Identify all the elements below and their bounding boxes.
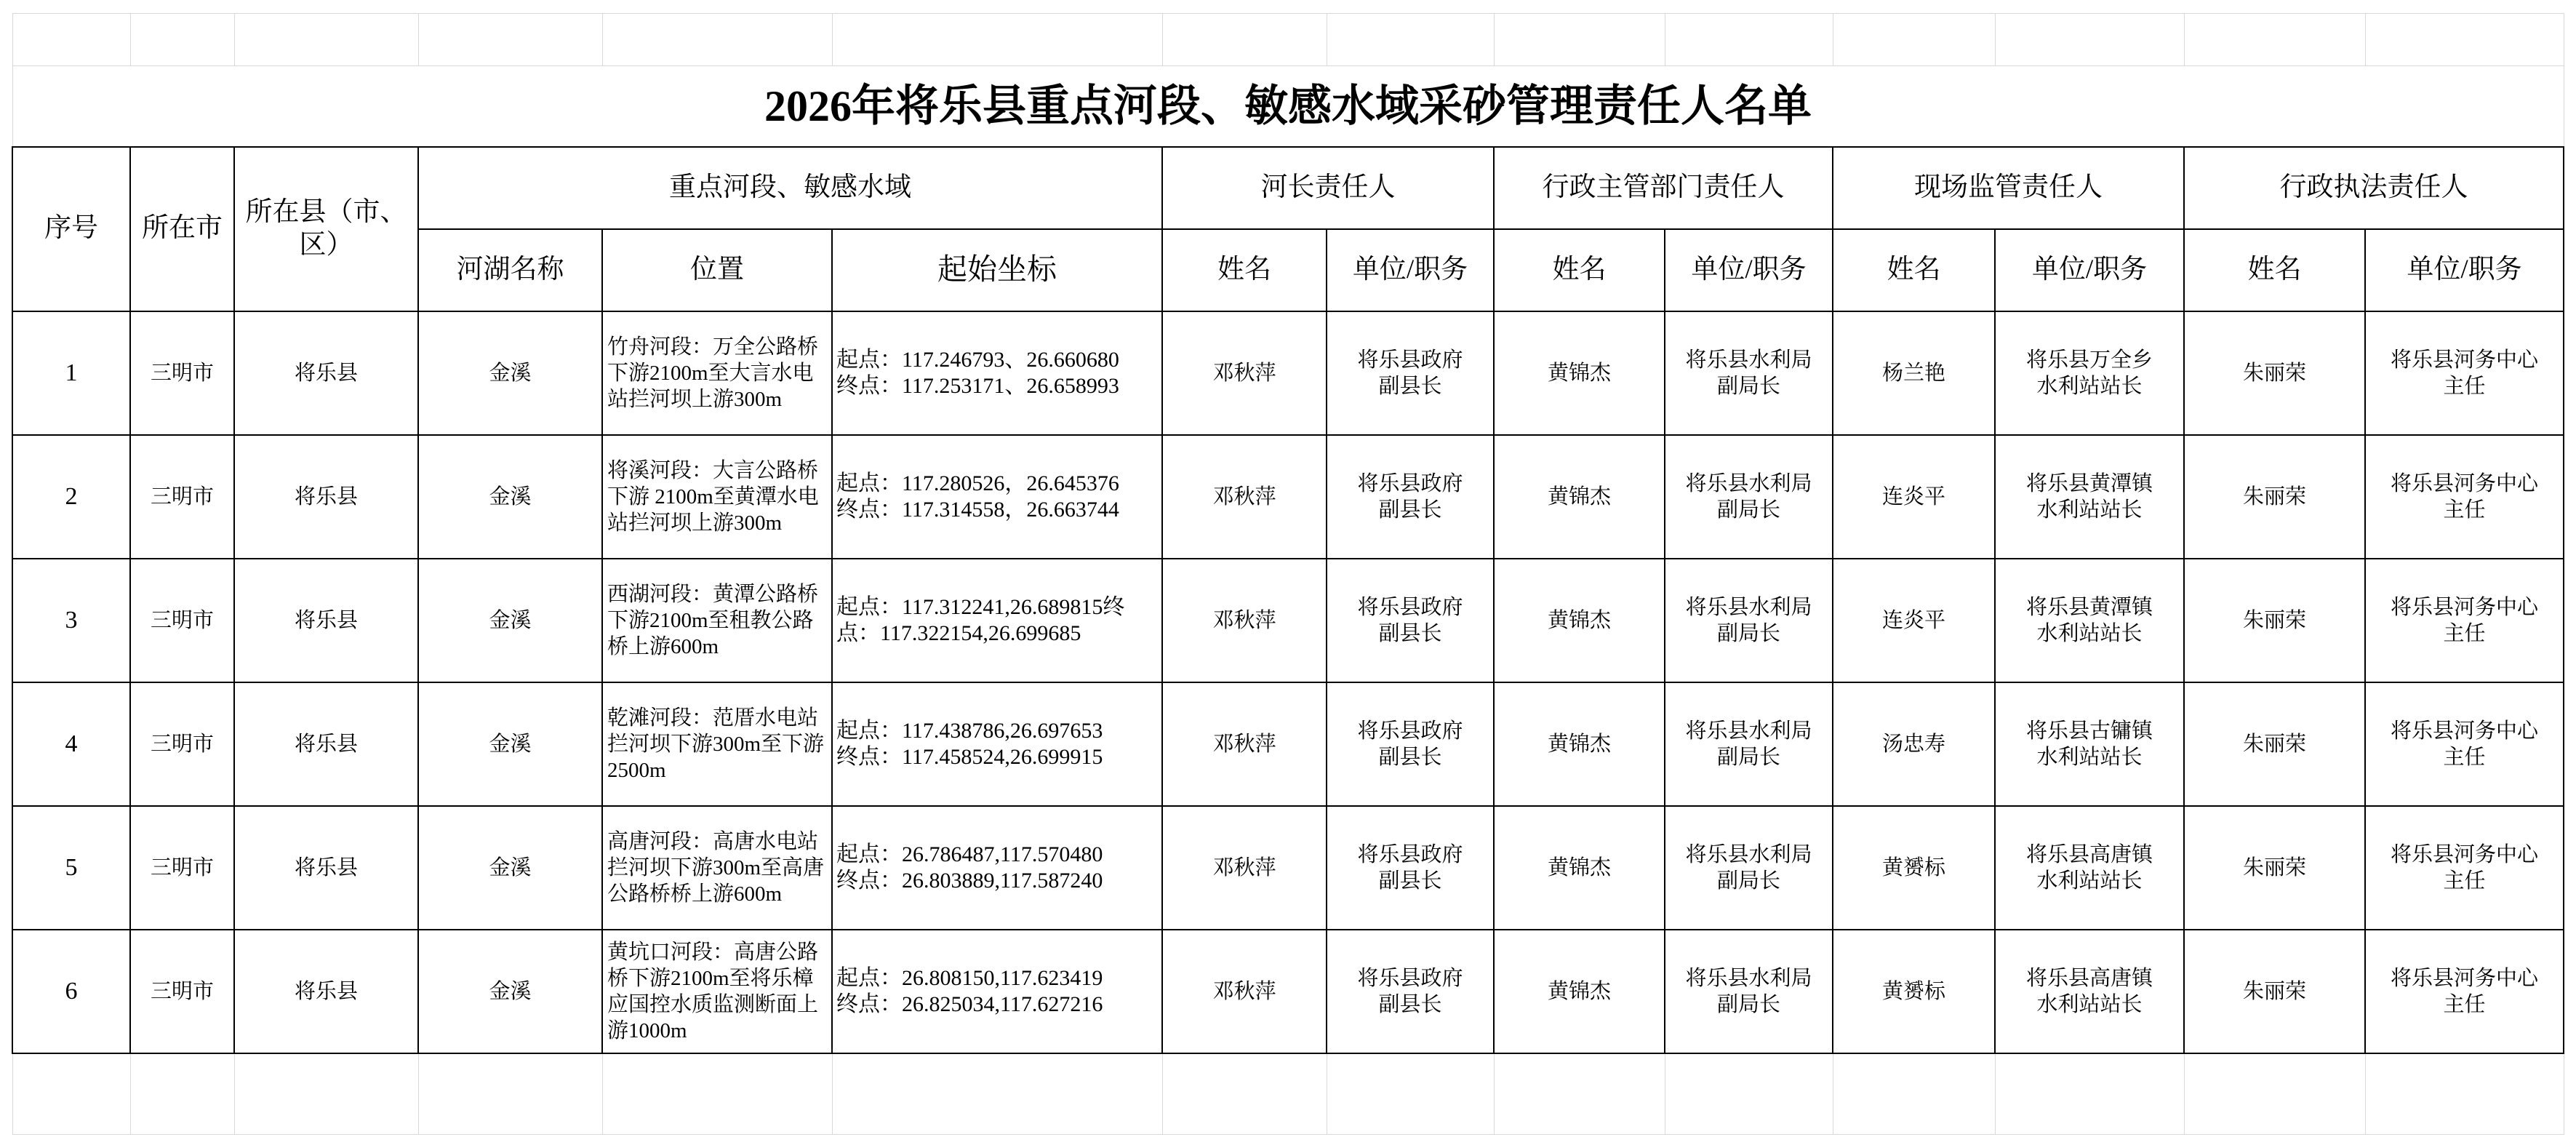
- unit-text: 将乐县高唐镇: [2025, 966, 2153, 990]
- city-cell: 三明市: [130, 806, 234, 930]
- unit-text: 将乐县河务中心: [2390, 966, 2538, 990]
- coordinates-cell: 起点：26.786487,117.570480 终点：26.803889,117.587240: [832, 806, 1162, 930]
- river-name-cell: 金溪: [418, 559, 602, 682]
- site-supervisor-name-cell: 汤忠寿: [1833, 682, 1995, 806]
- unit-text: 将乐县水利局: [1685, 842, 1812, 866]
- post-text: 水利站站长: [2036, 869, 2143, 893]
- header-coordinates: 起始坐标: [832, 229, 1162, 311]
- unit-text: 将乐县水利局: [1685, 471, 1812, 495]
- site-supervisor-unit-post-cell: [1995, 311, 2184, 435]
- river-chief-unit-post-cell: [1327, 682, 1494, 806]
- law-enforcement-name-cell: 朱丽荣: [2184, 311, 2365, 435]
- post-text: 水利站站长: [2036, 374, 2143, 398]
- unit-text: 将乐县政府: [1357, 348, 1463, 372]
- header-row-1: [12, 147, 2564, 229]
- post-text: 主任: [2443, 745, 2486, 769]
- header-name: 姓名: [2184, 229, 2365, 311]
- empty-grid-cell: [1494, 14, 1665, 66]
- empty-grid-cell: [832, 14, 1162, 66]
- river-chief-name-cell: 邓秋萍: [1162, 311, 1327, 435]
- site-supervisor-unit-post-cell: [1995, 806, 2184, 930]
- header-group-key-waters: 重点河段、敏感水域: [418, 147, 1162, 229]
- law-enforcement-unit-post-cell: [2365, 682, 2564, 806]
- river-name-cell: 金溪: [418, 311, 602, 435]
- river-chief-name-cell: 邓秋萍: [1162, 682, 1327, 806]
- empty-grid-cell: [234, 14, 418, 66]
- post-text: 副县长: [1378, 992, 1442, 1016]
- post-text: 水利站站长: [2036, 992, 2143, 1016]
- river-chief-unit-post-cell: [1327, 559, 1494, 682]
- header-name: 姓名: [1494, 229, 1665, 311]
- empty-grid-cell: [2184, 1053, 2365, 1135]
- unit-text: 将乐县古镛镇: [2025, 719, 2153, 743]
- post-text: 主任: [2443, 374, 2486, 398]
- admin-dept-unit-post-cell: [1665, 682, 1833, 806]
- empty-grid-cell: [12, 14, 130, 66]
- empty-grid-cell: [832, 1053, 1162, 1135]
- header-group-river-chief: 河长责任人: [1162, 147, 1494, 229]
- site-supervisor-unit-post-cell: [1995, 682, 2184, 806]
- city-cell: 三明市: [130, 435, 234, 559]
- admin-dept-unit-post-cell: [1665, 559, 1833, 682]
- empty-grid-cell: [2365, 14, 2564, 66]
- river-chief-unit-post-cell: [1327, 435, 1494, 559]
- city-cell: 三明市: [130, 930, 234, 1053]
- unit-text: 将乐县政府: [1357, 595, 1463, 619]
- table-row: [12, 806, 2564, 930]
- admin-dept-name-cell: 黄锦杰: [1494, 311, 1665, 435]
- law-enforcement-name-cell: 朱丽荣: [2184, 559, 2365, 682]
- empty-grid-cell: [1162, 14, 1327, 66]
- river-chief-unit-post-cell: [1327, 930, 1494, 1053]
- header-group-admin-dept: 行政主管部门责任人: [1494, 147, 1833, 229]
- empty-grid-cell: [1995, 1053, 2184, 1135]
- post-text: 副局长: [1716, 621, 1780, 645]
- table-row: [12, 435, 2564, 559]
- site-supervisor-name-cell: 杨兰艳: [1833, 311, 1995, 435]
- post-text: 主任: [2443, 992, 2486, 1016]
- header-name: 姓名: [1833, 229, 1995, 311]
- header-unit-post: 单位/职务: [1327, 229, 1494, 311]
- river-chief-name-cell: 邓秋萍: [1162, 435, 1327, 559]
- table-row: [12, 930, 2564, 1053]
- unit-text: 将乐县黄潭镇: [2025, 471, 2153, 495]
- seq-cell: 6: [12, 930, 130, 1053]
- unit-text: 将乐县水利局: [1685, 595, 1812, 619]
- empty-grid-cell: [1995, 14, 2184, 66]
- law-enforcement-name-cell: 朱丽荣: [2184, 806, 2365, 930]
- unit-text: 将乐县水利局: [1685, 966, 1812, 990]
- empty-grid-cell: [130, 14, 234, 66]
- header-location: 位置: [602, 229, 832, 311]
- post-text: 水利站站长: [2036, 621, 2143, 645]
- empty-grid-cell: [602, 14, 832, 66]
- post-text: 主任: [2443, 621, 2486, 645]
- unit-text: 将乐县河务中心: [2390, 348, 2538, 372]
- law-enforcement-unit-post-cell: [2365, 311, 2564, 435]
- city-cell: 三明市: [130, 559, 234, 682]
- responsibility-table: [12, 13, 2564, 1135]
- admin-dept-unit-post-cell: [1665, 435, 1833, 559]
- unit-text: 将乐县政府: [1357, 471, 1463, 495]
- unit-text: 将乐县高唐镇: [2025, 842, 2153, 866]
- post-text: 副县长: [1378, 745, 1442, 769]
- header-seq: 序号: [12, 147, 130, 311]
- post-text: 水利站站长: [2036, 498, 2143, 522]
- county-cell: 将乐县: [234, 559, 418, 682]
- county-cell: 将乐县: [234, 682, 418, 806]
- empty-grid-cell: [234, 1053, 418, 1135]
- river-name-cell: 金溪: [418, 806, 602, 930]
- site-supervisor-name-cell: 连炎平: [1833, 559, 1995, 682]
- post-text: 主任: [2443, 498, 2486, 522]
- county-cell: 将乐县: [234, 311, 418, 435]
- law-enforcement-unit-post-cell: [2365, 806, 2564, 930]
- site-supervisor-unit-post-cell: [1995, 559, 2184, 682]
- unit-text: 将乐县水利局: [1685, 719, 1812, 743]
- empty-grid-cell: [130, 1053, 234, 1135]
- county-cell: 将乐县: [234, 435, 418, 559]
- empty-grid-cell: [418, 1053, 602, 1135]
- river-chief-name-cell: 邓秋萍: [1162, 559, 1327, 682]
- post-text: 副局长: [1716, 374, 1780, 398]
- admin-dept-name-cell: 黄锦杰: [1494, 559, 1665, 682]
- header-city: 所在市: [130, 147, 234, 311]
- unit-text: 将乐县黄潭镇: [2025, 595, 2153, 619]
- empty-grid-cell: [1665, 14, 1833, 66]
- empty-grid-cell: [1494, 1053, 1665, 1135]
- title-row: [12, 66, 2564, 147]
- river-chief-name-cell: 邓秋萍: [1162, 806, 1327, 930]
- empty-grid-cell: [418, 14, 602, 66]
- post-text: 副局长: [1716, 745, 1780, 769]
- unit-text: 将乐县水利局: [1685, 348, 1812, 372]
- river-chief-name-cell: 邓秋萍: [1162, 930, 1327, 1053]
- unit-text: 将乐县政府: [1357, 719, 1463, 743]
- empty-grid-cell: [1665, 1053, 1833, 1135]
- river-chief-unit-post-cell: [1327, 311, 1494, 435]
- empty-grid-cell: [1327, 1053, 1494, 1135]
- empty-grid-cell: [1833, 14, 1995, 66]
- river-name-cell: 金溪: [418, 930, 602, 1053]
- law-enforcement-name-cell: 朱丽荣: [2184, 435, 2365, 559]
- empty-grid-cell: [1162, 1053, 1327, 1135]
- unit-text: 将乐县河务中心: [2390, 471, 2538, 495]
- law-enforcement-unit-post-cell: [2365, 559, 2564, 682]
- page-title: 2026年将乐县重点河段、敏感水域采砂管理责任人名单: [12, 66, 2564, 147]
- post-text: 水利站站长: [2036, 745, 2143, 769]
- location-cell: 竹舟河段：万全公路桥下游2100m至大言水电站拦河坝上游300m: [602, 311, 832, 435]
- site-supervisor-name-cell: 黄赟标: [1833, 806, 1995, 930]
- law-enforcement-name-cell: 朱丽荣: [2184, 682, 2365, 806]
- empty-grid-cell: [602, 1053, 832, 1135]
- unit-text: 将乐县河务中心: [2390, 842, 2538, 866]
- header-county: 所在县（市、区）: [234, 147, 418, 311]
- empty-grid-cell: [2184, 14, 2365, 66]
- seq-cell: 3: [12, 559, 130, 682]
- coordinates-cell: 起点：117.280526，26.645376 终点：117.314558，26.663744: [832, 435, 1162, 559]
- site-supervisor-unit-post-cell: [1995, 435, 2184, 559]
- seq-cell: 4: [12, 682, 130, 806]
- river-name-cell: 金溪: [418, 682, 602, 806]
- empty-grid-row: [12, 1053, 2564, 1135]
- header-group-law-enforcement: 行政执法责任人: [2184, 147, 2564, 229]
- empty-grid-row: [12, 14, 2564, 66]
- coordinates-cell: 起点：26.808150,117.623419 终点：26.825034,117.627216: [832, 930, 1162, 1053]
- law-enforcement-name-cell: 朱丽荣: [2184, 930, 2365, 1053]
- table-row: [12, 311, 2564, 435]
- location-cell: 西湖河段：黄潭公路桥下游2100m至租教公路桥上游600m: [602, 559, 832, 682]
- site-supervisor-name-cell: 连炎平: [1833, 435, 1995, 559]
- post-text: 副县长: [1378, 621, 1442, 645]
- location-cell: 将溪河段：大言公路桥下游 2100m至黄潭水电站拦河坝上游300m: [602, 435, 832, 559]
- city-cell: 三明市: [130, 311, 234, 435]
- seq-cell: 2: [12, 435, 130, 559]
- law-enforcement-unit-post-cell: [2365, 930, 2564, 1053]
- table-row: [12, 559, 2564, 682]
- post-text: 副局长: [1716, 498, 1780, 522]
- unit-text: 将乐县政府: [1357, 966, 1463, 990]
- admin-dept-name-cell: 黄锦杰: [1494, 435, 1665, 559]
- empty-grid-cell: [2365, 1053, 2564, 1135]
- header-unit-post: 单位/职务: [1995, 229, 2184, 311]
- seq-cell: 1: [12, 311, 130, 435]
- post-text: 副局长: [1716, 992, 1780, 1016]
- unit-text: 将乐县政府: [1357, 842, 1463, 866]
- unit-text: 将乐县万全乡: [2025, 348, 2153, 372]
- location-cell: 乾滩河段：范厝水电站拦河坝下游300m至下游2500m: [602, 682, 832, 806]
- post-text: 副县长: [1378, 498, 1442, 522]
- site-supervisor-unit-post-cell: [1995, 930, 2184, 1053]
- header-name: 姓名: [1162, 229, 1327, 311]
- empty-grid-cell: [12, 1053, 130, 1135]
- river-name-cell: 金溪: [418, 435, 602, 559]
- location-cell: 高唐河段：高唐水电站拦河坝下游300m至高唐公路桥桥上游600m: [602, 806, 832, 930]
- post-text: 主任: [2443, 869, 2486, 893]
- coordinates-cell: 起点：117.312241,26.689815终点：117.322154,26.699685: [832, 559, 1162, 682]
- unit-text: 将乐县河务中心: [2390, 719, 2538, 743]
- post-text: 副县长: [1378, 374, 1442, 398]
- admin-dept-unit-post-cell: [1665, 930, 1833, 1053]
- admin-dept-name-cell: 黄锦杰: [1494, 930, 1665, 1053]
- empty-grid-cell: [1833, 1053, 1995, 1135]
- empty-grid-cell: [1327, 14, 1494, 66]
- location-cell: 黄坑口河段：高唐公路桥下游2100m至将乐樟应国控水质监测断面上游1000m: [602, 930, 832, 1053]
- unit-text: 将乐县河务中心: [2390, 595, 2538, 619]
- post-text: 副县长: [1378, 869, 1442, 893]
- admin-dept-unit-post-cell: [1665, 311, 1833, 435]
- admin-dept-unit-post-cell: [1665, 806, 1833, 930]
- header-river-name: 河湖名称: [418, 229, 602, 311]
- coordinates-cell: 起点：117.438786,26.697653 终点：117.458524,26.699915: [832, 682, 1162, 806]
- header-group-site-supervision: 现场监管责任人: [1833, 147, 2184, 229]
- admin-dept-name-cell: 黄锦杰: [1494, 682, 1665, 806]
- law-enforcement-unit-post-cell: [2365, 435, 2564, 559]
- post-text: 副局长: [1716, 869, 1780, 893]
- city-cell: 三明市: [130, 682, 234, 806]
- table-row: [12, 682, 2564, 806]
- county-cell: 将乐县: [234, 806, 418, 930]
- coordinates-cell: 起点：117.246793、26.660680 终点：117.253171、26.658993: [832, 311, 1162, 435]
- seq-cell: 5: [12, 806, 130, 930]
- site-supervisor-name-cell: 黄赟标: [1833, 930, 1995, 1053]
- header-unit-post: 单位/职务: [2365, 229, 2564, 311]
- county-cell: 将乐县: [234, 930, 418, 1053]
- admin-dept-name-cell: 黄锦杰: [1494, 806, 1665, 930]
- header-unit-post: 单位/职务: [1665, 229, 1833, 311]
- river-chief-unit-post-cell: [1327, 806, 1494, 930]
